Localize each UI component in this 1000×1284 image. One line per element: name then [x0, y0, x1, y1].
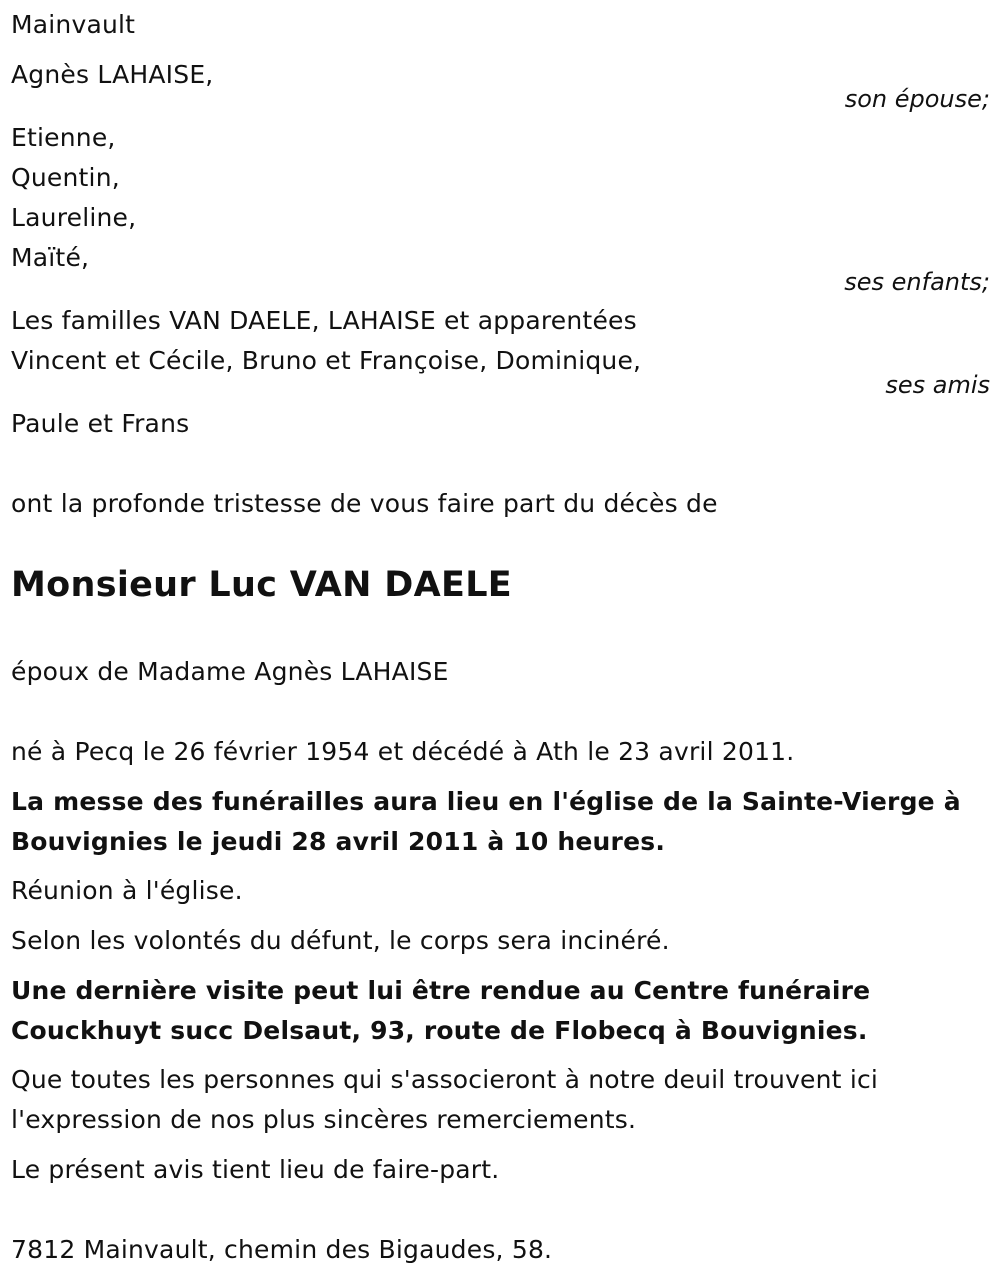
cremation-text: Selon les volontés du défunt, le corps sera incinéré.: [11, 926, 670, 955]
child-name: Etienne,: [11, 123, 116, 152]
spouse-name: Agnès LAHAISE,: [11, 60, 214, 89]
announcement-text: ont la profonde tristesse de vous faire part du décès de: [11, 489, 718, 518]
visit-info-line-2: Couckhuyt succ Delsaut, 93, route de Flobecq à Bouvignies.: [11, 1016, 868, 1045]
meeting-text: Réunion à l'église.: [11, 876, 243, 905]
spouse-of-text: époux de Madame Agnès LAHAISE: [11, 657, 449, 686]
child-name: Laureline,: [11, 203, 137, 232]
friends-line: Vincent et Cécile, Bruno et Françoise, Dominique,: [11, 346, 642, 375]
thanks-line-2: l'expression de nos plus sincères remerciements.: [11, 1105, 637, 1134]
birth-death-text: né à Pecq le 26 février 1954 et décédé à Ath le 23 avril 2011.: [11, 737, 795, 766]
thanks-line-1: Que toutes les personnes qui s'associeront à notre deuil trouvent ici: [11, 1065, 879, 1094]
mass-info-line-1: La messe des funérailles aura lieu en l'église de la Sainte-Vierge à: [11, 787, 961, 816]
address-text: 7812 Mainvault, chemin des Bigaudes, 58.: [11, 1235, 553, 1264]
mass-info-line-2: Bouvignies le jeudi 28 avril 2011 à 10 heures.: [11, 827, 666, 856]
notice-text: Le présent avis tient lieu de faire-part.: [11, 1155, 500, 1184]
child-name: Quentin,: [11, 163, 120, 192]
spouse-role: son épouse;: [844, 85, 990, 113]
visit-info-line-1: Une dernière visite peut lui être rendue au Centre funéraire: [11, 976, 871, 1005]
friends-role: ses amis: [885, 371, 990, 399]
village-name: Mainvault: [11, 10, 136, 39]
deceased-name: Monsieur Luc VAN DAELE: [11, 565, 513, 605]
child-name: Maïté,: [11, 243, 90, 272]
families-line: Les familles VAN DAELE, LAHAISE et apparentées: [11, 306, 637, 335]
friends-line-2: Paule et Frans: [11, 409, 190, 438]
children-role: ses enfants;: [844, 268, 990, 296]
